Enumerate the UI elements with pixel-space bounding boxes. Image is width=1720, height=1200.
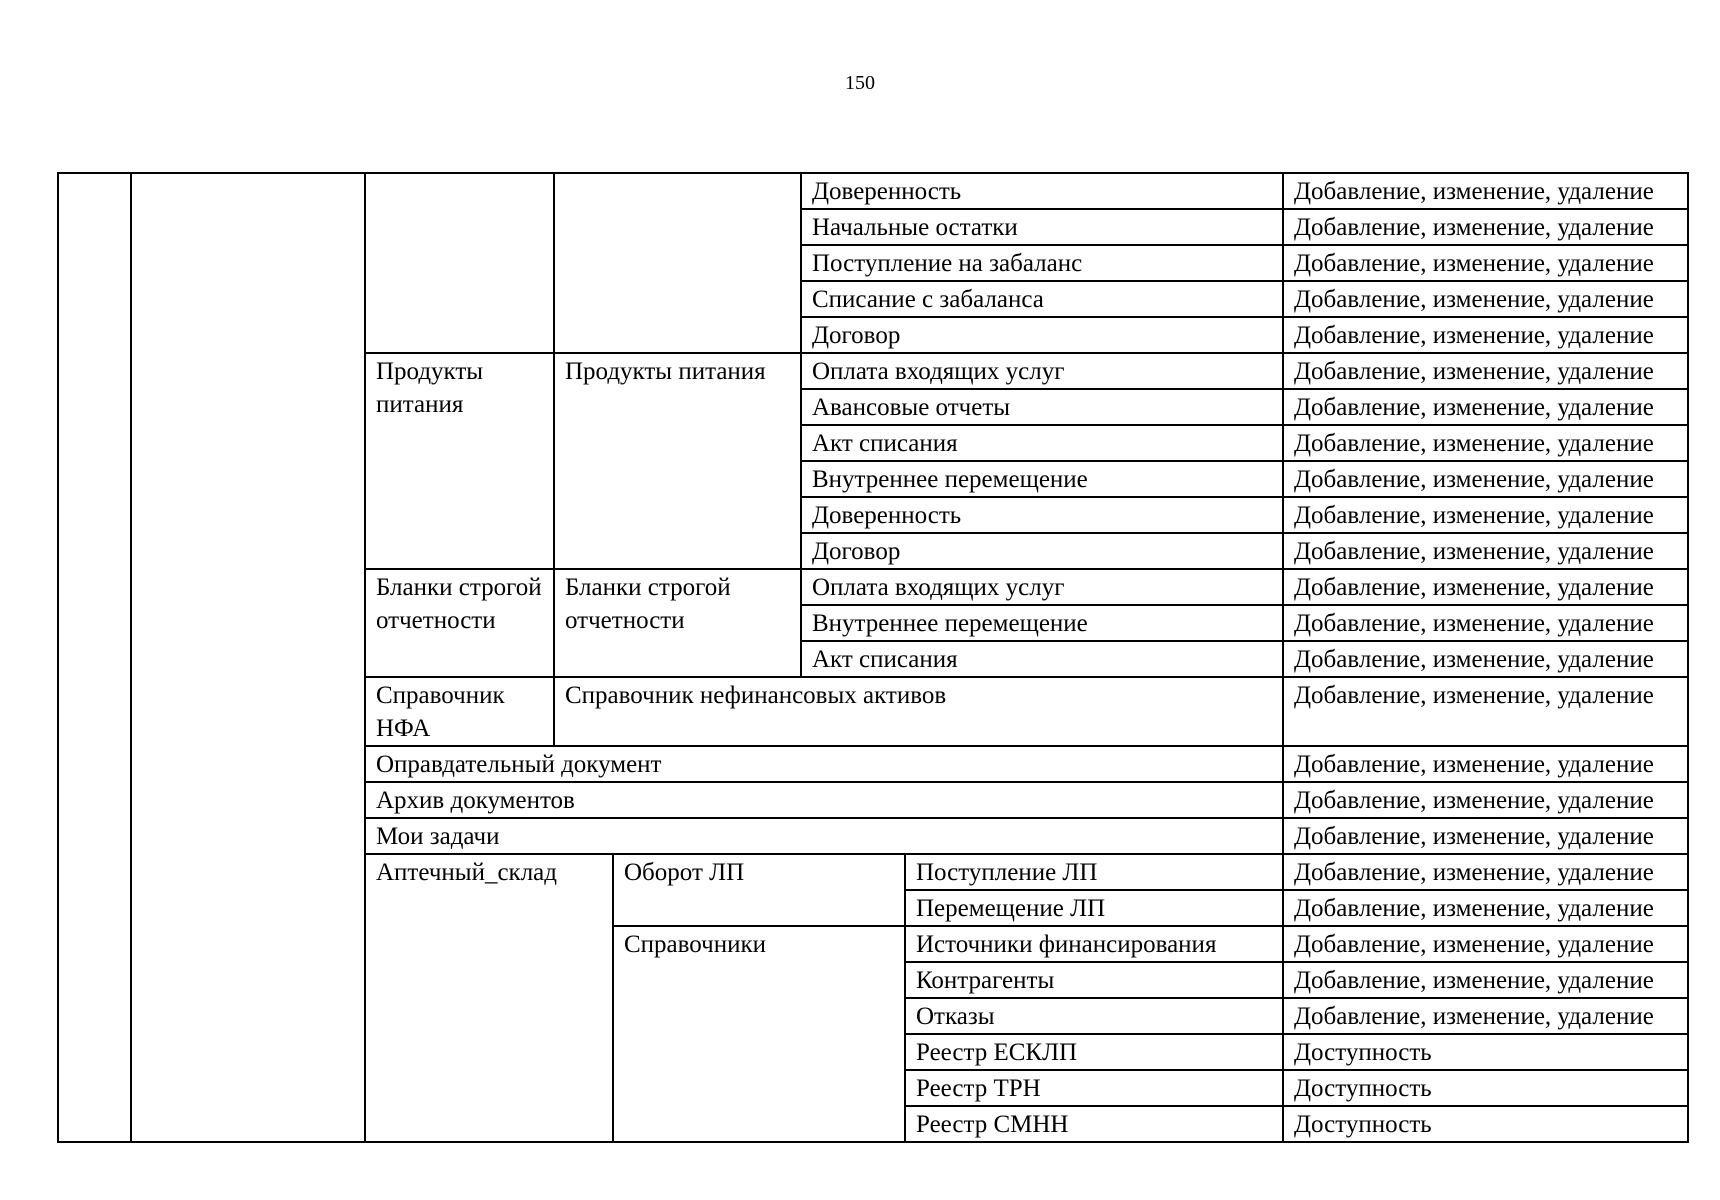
document-name-cell: Перемещение ЛП xyxy=(905,890,1283,926)
permission-cell: Добавление, изменение, удаление xyxy=(1283,497,1688,533)
document-name-cell: Авансовые отчеты xyxy=(801,389,1283,425)
permission-cell: Добавление, изменение, удаление xyxy=(1283,425,1688,461)
permission-cell: Добавление, изменение, удаление xyxy=(1283,926,1688,962)
permission-cell: Добавление, изменение, удаление xyxy=(1283,890,1688,926)
document-name-cell: Отказы xyxy=(905,998,1283,1034)
document-name-cell: Поступление на забаланс xyxy=(801,245,1283,281)
table-cell-blank-2 xyxy=(131,173,365,1142)
group-ref-nfa-cell: Справочник НФА xyxy=(365,677,554,746)
archive-cell: Архив документов xyxy=(365,782,1283,818)
document-name-cell: Внутреннее перемещение xyxy=(801,605,1283,641)
tasks-cell: Мои задачи xyxy=(365,818,1283,854)
permission-cell: Добавление, изменение, удаление xyxy=(1283,569,1688,605)
group-food-cell: Продукты питания xyxy=(365,353,554,569)
document-name-cell: Начальные остатки xyxy=(801,209,1283,245)
document-name-cell: Реестр СМНН xyxy=(905,1106,1283,1142)
document-name-cell: Реестр ЕСКЛП xyxy=(905,1034,1283,1070)
document-name-cell: Акт списания xyxy=(801,641,1283,677)
permission-cell: Добавление, изменение, удаление xyxy=(1283,962,1688,998)
permission-cell: Добавление, изменение, удаление xyxy=(1283,281,1688,317)
document-name-cell: Реестр ТРН xyxy=(905,1070,1283,1106)
permission-cell: Добавление, изменение, удаление xyxy=(1283,389,1688,425)
document-name-cell: Оплата входящих услуг xyxy=(801,353,1283,389)
permission-cell: Добавление, изменение, удаление xyxy=(1283,677,1688,746)
permission-cell: Добавление, изменение, удаление xyxy=(1283,746,1688,782)
permission-cell: Добавление, изменение, удаление xyxy=(1283,782,1688,818)
permission-cell: Доступность xyxy=(1283,1070,1688,1106)
table-cell-blank-1 xyxy=(58,173,131,1142)
document-name-cell: Акт списания xyxy=(801,425,1283,461)
page-number: 150 xyxy=(845,72,875,94)
permission-cell: Добавление, изменение, удаление xyxy=(1283,605,1688,641)
document-name-cell: Договор xyxy=(801,533,1283,569)
document-name-cell: Источники финансирования xyxy=(905,926,1283,962)
document-name-cell: Списание с забаланса xyxy=(801,281,1283,317)
permission-cell: Добавление, изменение, удаление xyxy=(1283,461,1688,497)
table-cell-blank-3 xyxy=(365,173,554,353)
permission-cell: Добавление, изменение, удаление xyxy=(1283,854,1688,890)
subgroup-food-cell: Продукты питания xyxy=(554,353,801,569)
subgroup-turnover-cell: Оборот ЛП xyxy=(613,854,905,926)
justify-doc-cell: Оправдательный документ xyxy=(365,746,1283,782)
document-name-cell: Поступление ЛП xyxy=(905,854,1283,890)
document-name-cell: Доверенность xyxy=(801,497,1283,533)
document-name-cell: Оплата входящих услуг xyxy=(801,569,1283,605)
subgroup-refs-cell: Справочники xyxy=(613,926,905,1142)
permission-cell: Добавление, изменение, удаление xyxy=(1283,818,1688,854)
permission-cell: Добавление, изменение, удаление xyxy=(1283,245,1688,281)
permission-cell: Добавление, изменение, удаление xyxy=(1283,353,1688,389)
permission-cell: Доступность xyxy=(1283,1034,1688,1070)
document-name-cell: Внутреннее перемещение xyxy=(801,461,1283,497)
document-name-cell: Договор xyxy=(801,317,1283,353)
subgroup-forms-cell: Бланки строгой отчетности xyxy=(554,569,801,677)
permission-cell: Добавление, изменение, удаление xyxy=(1283,317,1688,353)
group-pharmacy-cell: Аптечный_склад xyxy=(365,854,613,1142)
ref-nfa-full-cell: Справочник нефинансовых активов xyxy=(554,677,1283,746)
table-row xyxy=(58,173,1688,209)
permission-cell: Добавление, изменение, удаление xyxy=(1283,173,1688,209)
permission-cell: Доступность xyxy=(1283,1106,1688,1142)
permission-cell: Добавление, изменение, удаление xyxy=(1283,533,1688,569)
document-name-cell: Доверенность xyxy=(801,173,1283,209)
table-cell-blank-4 xyxy=(554,173,801,353)
permission-cell: Добавление, изменение, удаление xyxy=(1283,998,1688,1034)
permission-cell: Добавление, изменение, удаление xyxy=(1283,209,1688,245)
group-forms-cell: Бланки строгой отчетности xyxy=(365,569,554,677)
access-rights-table xyxy=(57,172,1689,1143)
document-name-cell: Контрагенты xyxy=(905,962,1283,998)
permission-cell: Добавление, изменение, удаление xyxy=(1283,641,1688,677)
